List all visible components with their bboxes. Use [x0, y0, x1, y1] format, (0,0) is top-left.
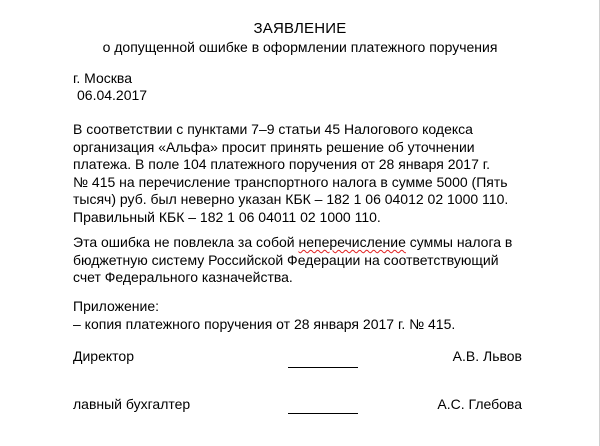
paragraph-line: организация «Альфа» просит принять решение об уточнении	[73, 138, 475, 155]
paragraph-line: В соответствии с пунктами 7–9 статьи 45 Налогового кодекса	[73, 121, 473, 137]
paragraph-line: № 415 на перечисление транспортного налога в сумме 5000 (Пять	[73, 173, 508, 190]
attachment-section	[73, 298, 543, 333]
signature-name-director: А.В. Львов	[452, 348, 522, 364]
paragraph-line: Правильный КБК – 182 1 06 04011 02 1000 110.	[73, 208, 381, 225]
attachment-item: – копия платежного поручения от 28 января 2017 г. № 415.	[73, 315, 456, 332]
document-date: 06.04.2017	[77, 87, 148, 103]
paragraph-no-underpayment	[73, 234, 543, 287]
document-title: ЗАЯВЛЕНИЕ	[253, 20, 347, 37]
document-subtitle: о допущенной ошибке в оформлении платежного поручения	[102, 39, 498, 55]
paragraph-line: бюджетную систему Российской Федерации на соответствующий	[73, 251, 499, 268]
attachment-heading: Приложение:	[73, 298, 160, 314]
document-city: г. Москва	[73, 70, 132, 86]
signature-line-chief-accountant	[288, 413, 358, 414]
paragraph-correction-request	[73, 121, 543, 226]
spellcheck-marked-word: неперечисление	[298, 234, 406, 250]
signature-role-chief-accountant: лавный бухгалтер	[73, 396, 191, 412]
signature-role-director: Директор	[73, 348, 134, 364]
paragraph-line: тысяч) руб. был неверно указан КБК – 182 1 06 04012 02 1000 110.	[73, 191, 509, 207]
paragraph-line: счет Федерального казначейства.	[73, 269, 293, 285]
signature-line-director	[288, 367, 358, 368]
signature-name-chief-accountant: А.С. Глебова	[437, 396, 522, 412]
paragraph-line	[73, 234, 543, 252]
text-fragment: суммы налога в	[405, 234, 513, 250]
text-fragment: Эта ошибка не повлекла за собой	[73, 234, 299, 250]
paragraph-line: платежа. В поле 104 платежного поручения от 28 января 2017 г.	[73, 156, 491, 172]
